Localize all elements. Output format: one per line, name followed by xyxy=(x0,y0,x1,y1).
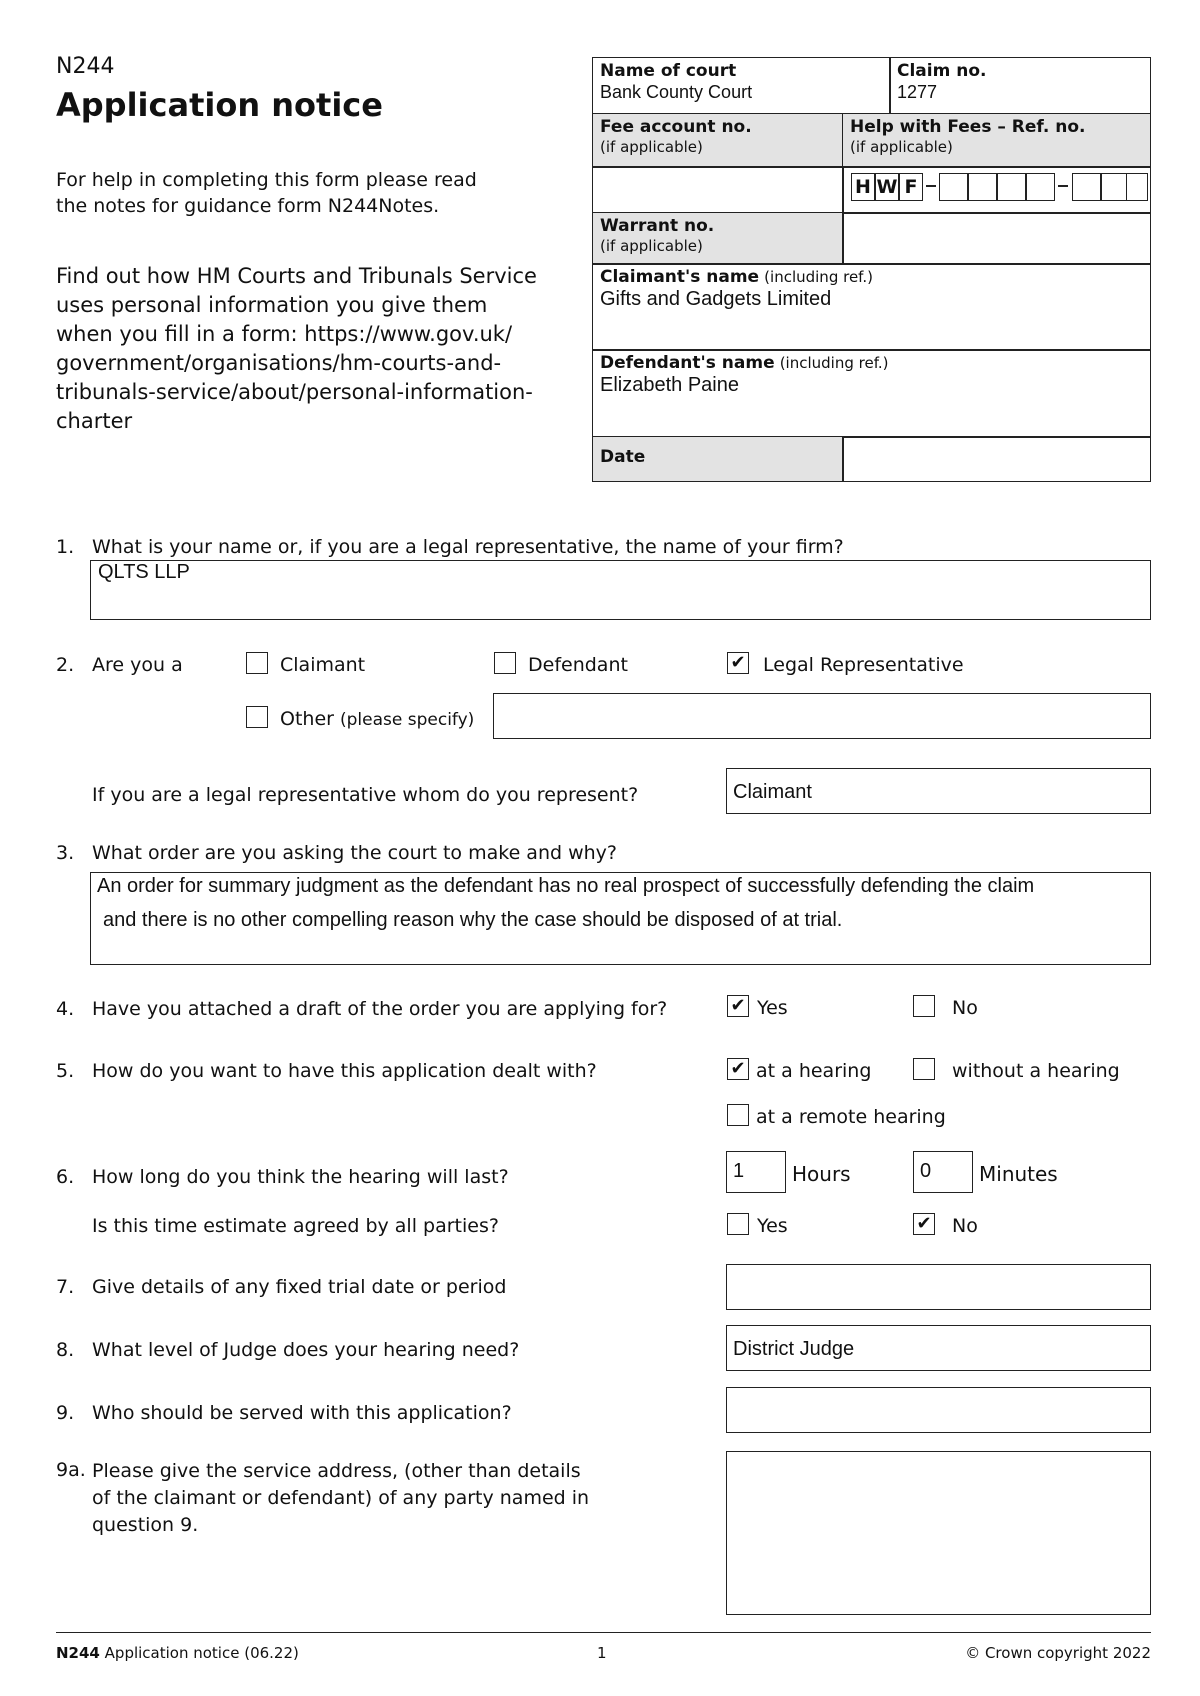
hours-value: 1 xyxy=(733,1160,745,1182)
q4-question: Have you attached a draft of the order you are applying for? xyxy=(92,998,668,1020)
warrant-input[interactable] xyxy=(842,212,1151,265)
warrant-label-cell xyxy=(592,212,844,265)
hwf-digit-box[interactable] xyxy=(1101,173,1127,201)
q9-question: Who should be served with this application? xyxy=(92,1402,512,1424)
name-of-court-label: Name of court xyxy=(600,61,737,81)
q7-number: 7. xyxy=(56,1276,75,1298)
q1-number: 1. xyxy=(56,536,75,558)
other-checkbox[interactable] xyxy=(246,706,268,728)
footer-form-code: N244 xyxy=(56,1644,100,1662)
other-specify-field[interactable] xyxy=(493,693,1151,739)
privacy-line: tribunals-service/about/personal-information- xyxy=(56,380,533,404)
claimant-name-label-sub: (including ref.) xyxy=(764,268,873,286)
q9-answer-field[interactable] xyxy=(726,1387,1151,1433)
q9a-question xyxy=(92,1458,589,1539)
q4-no-label: No xyxy=(952,997,978,1019)
warrant-sub: (if applicable) xyxy=(600,237,703,255)
fee-account-input[interactable] xyxy=(592,166,844,214)
defendant-name-cell[interactable] xyxy=(592,349,1151,438)
q2-number: 2. xyxy=(56,654,75,676)
q4-no-checkbox[interactable] xyxy=(913,995,935,1017)
other-option-label xyxy=(280,707,474,732)
hwf-letter-h: H xyxy=(851,173,875,201)
defendant-name-label: Defendant's name xyxy=(600,353,775,373)
q9a-question-line: of the claimant or defendant) of any party named in xyxy=(92,1487,590,1509)
at-hearing-label: at a hearing xyxy=(756,1060,872,1082)
minutes-label: Minutes xyxy=(979,1162,1058,1186)
help-text-line-1: For help in completing this form please read xyxy=(56,169,477,191)
q4-number: 4. xyxy=(56,998,75,1020)
hwf-letter-f: F xyxy=(899,173,923,201)
remote-hearing-checkbox[interactable] xyxy=(727,1104,749,1126)
hwf-ref-input[interactable] xyxy=(842,166,1151,214)
hwf-dash xyxy=(926,185,936,187)
privacy-line: charter xyxy=(56,409,133,433)
footer-form-name: Application notice (06.22) xyxy=(104,1644,299,1662)
q2-question: Are you a xyxy=(92,654,183,676)
hwf-digit-box[interactable] xyxy=(997,173,1026,201)
checkmark-icon: ✔ xyxy=(730,995,746,1016)
without-hearing-label: without a hearing xyxy=(952,1060,1120,1082)
warrant-label: Warrant no. xyxy=(600,216,715,236)
hwf-label-cell xyxy=(842,113,1151,168)
privacy-line: uses personal information you give them xyxy=(56,293,488,317)
q9a-question-line: question 9. xyxy=(92,1514,199,1536)
hwf-dash xyxy=(1058,185,1068,187)
agreed-no-label: No xyxy=(952,1215,978,1237)
defendant-checkbox[interactable] xyxy=(494,652,516,674)
page-number: 1 xyxy=(597,1644,607,1662)
hours-field[interactable] xyxy=(726,1151,786,1193)
hwf-label: Help with Fees – Ref. no. xyxy=(850,117,1086,137)
q9a-number: 9a. xyxy=(56,1459,86,1481)
q5-number: 5. xyxy=(56,1060,75,1082)
agreed-question: Is this time estimate agreed by all parties? xyxy=(92,1215,499,1237)
claim-no-cell[interactable] xyxy=(889,57,1151,114)
agreed-no-checkbox[interactable] xyxy=(913,1213,935,1235)
q3-answer-line-2: and there is no other compelling reason why the case should be disposed of at trial. xyxy=(103,909,843,931)
q6-question: How long do you think the hearing will last? xyxy=(92,1166,509,1188)
q1-answer: QLTS LLP xyxy=(98,561,190,583)
checkmark-icon: ✔ xyxy=(730,1058,746,1079)
claimant-name-cell[interactable] xyxy=(592,263,1151,351)
footer-divider xyxy=(56,1632,1151,1633)
date-label-cell xyxy=(592,436,844,482)
hwf-digit-box[interactable] xyxy=(1072,173,1101,201)
without-hearing-checkbox[interactable] xyxy=(913,1058,935,1080)
other-label-sub: (please specify) xyxy=(340,710,475,730)
q9a-answer-field[interactable] xyxy=(726,1451,1151,1615)
fee-account-label-cell xyxy=(592,113,844,168)
defendant-name-value: Elizabeth Paine xyxy=(600,374,739,396)
q8-question: What level of Judge does your hearing need? xyxy=(92,1339,520,1361)
claimant-option-label: Claimant xyxy=(280,654,366,676)
claim-no-value: 1277 xyxy=(897,82,938,102)
q9a-question-line: Please give the service address, (other than details xyxy=(92,1460,581,1482)
hours-label: Hours xyxy=(792,1162,851,1186)
represent-answer-field[interactable] xyxy=(726,768,1151,814)
q3-answer-field[interactable] xyxy=(90,872,1151,965)
q7-answer-field[interactable] xyxy=(726,1264,1151,1310)
q3-answer-line-1: An order for summary judgment as the defendant has no real prospect of successfully defending the claim xyxy=(97,875,1035,897)
privacy-line: when you fill in a form: https://www.gov.uk/ xyxy=(56,322,513,346)
represent-answer: Claimant xyxy=(733,781,812,803)
represent-question: If you are a legal representative whom do you represent? xyxy=(92,784,639,806)
claimant-checkbox[interactable] xyxy=(246,652,268,674)
privacy-line: Find out how HM Courts and Tribunals Service xyxy=(56,264,537,288)
footer-form-id xyxy=(56,1644,299,1662)
q3-question: What order are you asking the court to make and why? xyxy=(92,842,617,864)
other-label: Other xyxy=(280,708,334,730)
defendant-option-label: Defendant xyxy=(528,654,628,676)
claim-no-label: Claim no. xyxy=(897,61,987,81)
fee-account-sub: (if applicable) xyxy=(600,138,703,156)
agreed-yes-label: Yes xyxy=(757,1215,788,1237)
claimant-name-value: Gifts and Gadgets Limited xyxy=(600,288,832,310)
remote-hearing-label: at a remote hearing xyxy=(756,1106,946,1128)
q3-number: 3. xyxy=(56,842,75,864)
hwf-digit-box[interactable] xyxy=(939,173,968,201)
page-title: Application notice xyxy=(56,86,383,124)
q9-number: 9. xyxy=(56,1402,75,1424)
name-of-court-value: Bank County Court xyxy=(600,82,753,102)
help-text-line-2: the notes for guidance form N244Notes. xyxy=(56,195,440,217)
minutes-value: 0 xyxy=(920,1160,932,1182)
q8-answer-field[interactable] xyxy=(726,1325,1151,1371)
footer-copyright: © Crown copyright 2022 xyxy=(965,1644,1151,1662)
claimant-name-label: Claimant's name xyxy=(600,267,760,287)
hwf-digit-box[interactable] xyxy=(1126,173,1148,201)
agreed-yes-checkbox[interactable] xyxy=(727,1213,749,1235)
form-code: N244 xyxy=(56,54,115,79)
name-of-court-cell[interactable] xyxy=(592,57,891,114)
minutes-field[interactable] xyxy=(913,1151,973,1193)
hwf-digit-box[interactable] xyxy=(1026,173,1055,201)
defendant-name-label-sub: (including ref.) xyxy=(779,354,889,372)
fee-account-label: Fee account no. xyxy=(600,117,752,137)
q8-answer: District Judge xyxy=(733,1338,855,1360)
q5-question: How do you want to have this application dealt with? xyxy=(92,1060,597,1082)
q6-number: 6. xyxy=(56,1166,75,1188)
q4-yes-checkbox[interactable] xyxy=(727,995,749,1017)
privacy-line: government/organisations/hm-courts-and- xyxy=(56,351,502,375)
q4-yes-label: Yes xyxy=(757,997,788,1019)
legal-representative-option-label: Legal Representative xyxy=(763,654,964,676)
q1-answer-field[interactable] xyxy=(90,560,1151,620)
checkmark-icon: ✔ xyxy=(916,1213,932,1234)
date-label: Date xyxy=(600,447,646,467)
legal-representative-checkbox[interactable] xyxy=(727,652,749,674)
checkmark-icon: ✔ xyxy=(730,652,746,673)
privacy-notice xyxy=(56,262,537,436)
hwf-digit-box[interactable] xyxy=(968,173,997,201)
date-input[interactable] xyxy=(842,436,1151,482)
hwf-sub: (if applicable) xyxy=(850,138,953,156)
at-hearing-checkbox[interactable] xyxy=(727,1058,749,1080)
q8-number: 8. xyxy=(56,1339,75,1361)
q1-question: What is your name or, if you are a legal representative, the name of your firm? xyxy=(92,536,844,558)
hwf-letter-w: W xyxy=(875,173,899,201)
q7-question: Give details of any fixed trial date or period xyxy=(92,1276,507,1298)
